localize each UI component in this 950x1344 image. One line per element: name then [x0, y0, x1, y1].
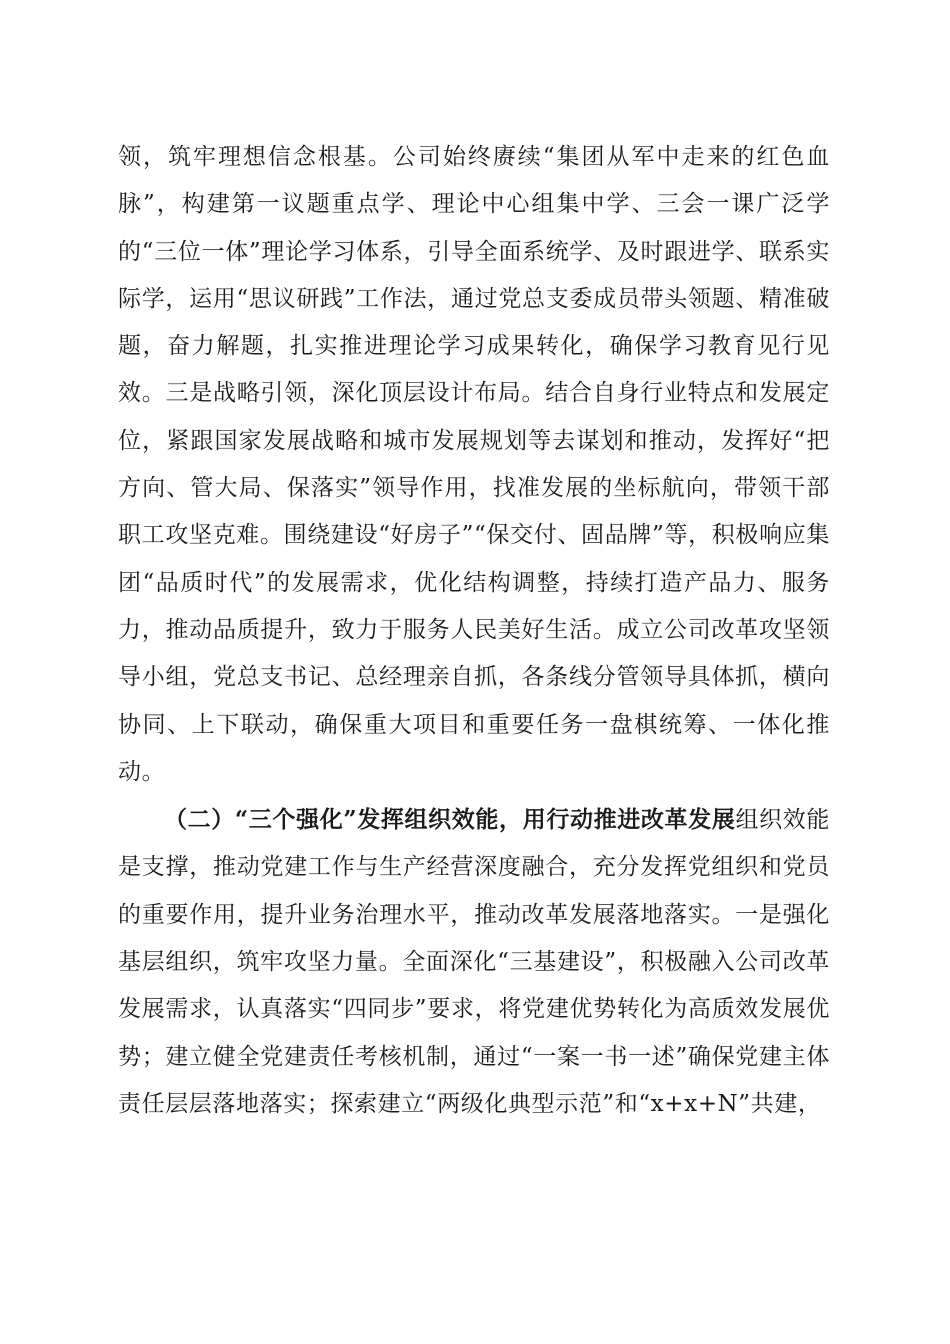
- paragraph-1: [118, 134, 830, 796]
- paragraph-1-text: 领，筑牢理想信念根基。公司始终赓续“集团从军中走来的红色血脉”，构建第一议题重点学、理论中心组集中学、三会一课广泛学的“三位一体”理论学习体系，引导全面系统学、及时跟进学、联系实际学，运用“思议研践”工作法，通过党总支委成员带头领题、精准破题，奋力解题，扎实推进理论学习成果转化，确保学习教育见行见效。三是战略引领，深化顶层设计布局。结合自身行业特点和发展定位，紧跟国家发展战略和城市发展规划等去谋划和推动，发挥好“把方向、管大局、保落实”领导作用，找准发展的坐标航向，带领干部职工攻坚克难。围绕建设“好房子”“保交付、固品牌”等，积极响应集团“品质时代”的发展需求，优化结构调整，持续打造产品力、服务力，推动品质提升，致力于服务人民美好生活。成立公司改革攻坚领导小组，党总支书记、总经理亲自抓，各条线分管领导具体抓，横向协同、上下联动，确保重大项目和重要任务一盘棋统筹、一体化推动。: [118, 144, 830, 785]
- paragraph-2: [118, 796, 830, 1128]
- paragraph-2-text: 组织效能是支撑，推动党建工作与生产经营深度融合，充分发挥党组织和党员的重要作用，提升业务治理水平，推动改革发展落地落实。一是强化基层组织，筑牢攻坚力量。全面深化“三基建设”，积极融入公司改革发展需求，认真落实“四同步”要求，将党建优势转化为高质效发展优势；建立健全党建责任考核机制，通过“一案一书一述”确保党建主体责任层层落地落实；探索建立“两级化典型示范”和“x+x+N”共建，: [118, 807, 830, 1117]
- document-body: [118, 134, 830, 1128]
- section-heading: （二）“三个强化”发挥组织效能，用行动推进改革发展: [164, 806, 736, 834]
